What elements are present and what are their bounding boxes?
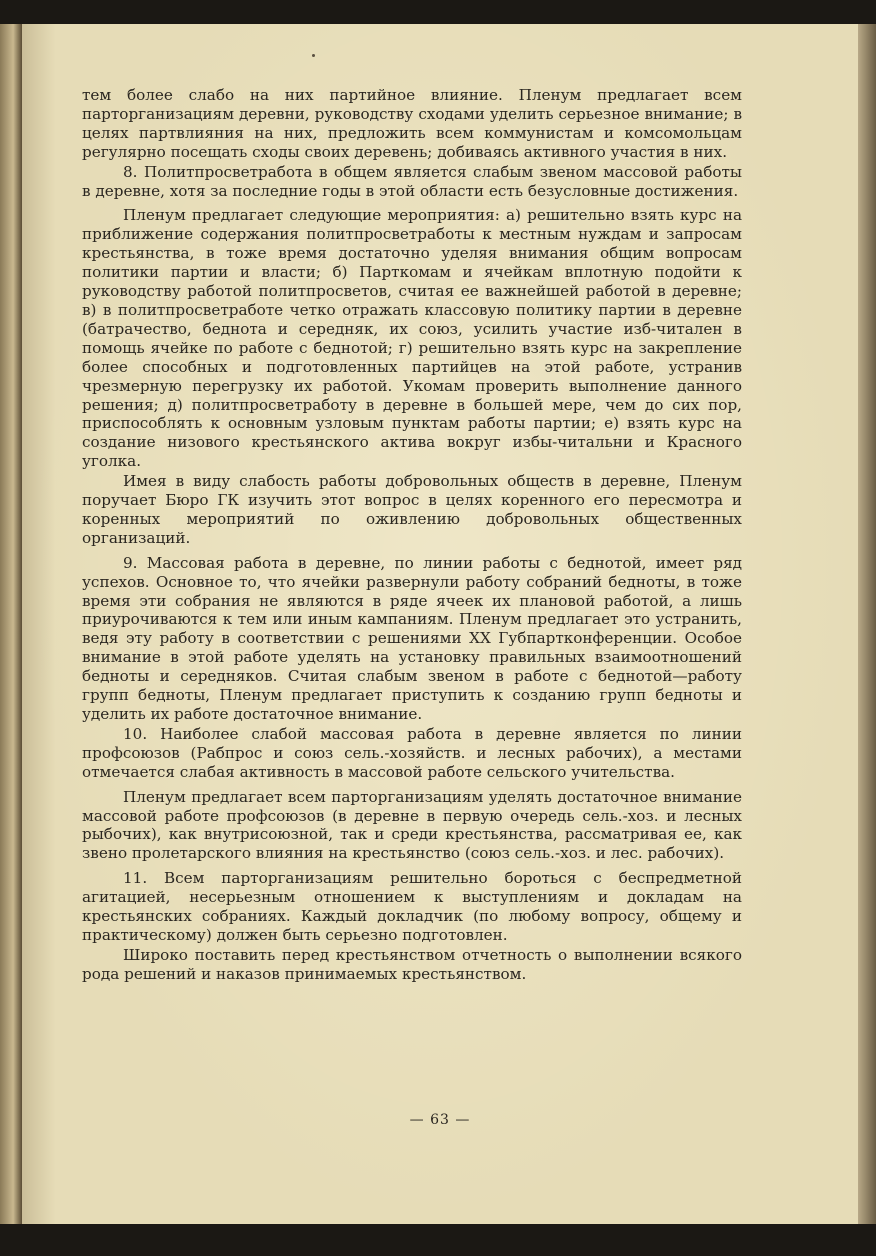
paragraph-section-10: 10. Наиболее слабой массовая работа в деревне является по линии профсоюзов (Рабпрос и союз сель.-хозяйств. и лесных рабочих), а местами отмечается слабая активность в массовой работе сельского учительства. [82, 724, 742, 781]
paragraph-continuation: тем более слабо на них партийное влияние. Пленум предлагает всем парторганизациям деревни, руководству сходами уделить серьезное внимание; в целях партвлияния на них, предложить всем коммунистам и комсомольцам регулярно посещать сходы своих деревень; добиваясь активного участия в них. [82, 86, 742, 161]
page-right-edge [858, 24, 876, 1224]
print-speck [312, 54, 315, 57]
paragraph-measures: Пленум предлагает следующие мероприятия: а) решительно взять курс на приближение содержания политпросветработы к местным нуждам и запросам крестьянства, в тоже время достаточно уделяя внимания общим вопросам политики партии и власти; б) Парткомам и ячейкам вплотную подойти к руководству работой политпросветов, считая ее важнейшей работой в деревне; в) в политпросветработе четко отражать классовую политику партии в деревне (батрачество, беднота и середняк, их союз, усилить участие изб-читален в помощь ячейке по работе с беднотой; г) решительно взять курс на закрепление более способных и подготовленных партийцев на этой работе, устранив чрезмерную перегрузку их работой. Укомам проверить выполнение данного решения; д) политпросветработу в деревне в большей мере, чем до сих пор, приспособлять к основным узловым пунктам работы партии; е) взять курс на создание низового крестьянского актива вокруг избы-читальни и Красного уголка. [82, 206, 742, 471]
paragraph-section-9: 9. Массовая работа в деревне, по линии работы с беднотой, имеет ряд успехов. Основное то, что ячейки развернули работу собраний бедноты, в тоже время эти собрания не являются в ряде ячеек их плановой работой, а лишь приурочиваются к тем или иным кампаниям. Пленум предлагает это устранить, ведя эту работу в соответствии с решениями XX Губпартконференции. Особое внимание в этой работе уделять на установку правильных взаимоотношений бедноты и середняков. Считая слабым звеном в работе с беднотой—работу групп бедноты, Пленум предлагает приступить к созданию групп бедноты и уделить их работе достаточное внимание. [82, 553, 742, 723]
book-page [22, 24, 858, 1224]
paragraph-section-8: 8. Политпросветработа в общем является слабым звеном массовой работы в деревне, хотя за последние годы в этой области есть безусловные достижения. [82, 162, 742, 200]
paragraph-section-11: 11. Всем парторганизациям решительно бороться с беспредметной агитацией, несерьезным отношением к выступлениям и докладам на крестьянских собраниях. Каждый докладчик (по любому вопросу, общему и практическому) должен быть серьезно подготовлен. [82, 869, 742, 944]
adjacent-page-edge [0, 24, 22, 1224]
paragraph-reporting: Широко поставить перед крестьянством отчетность о выполнении всякого рода решений и наказов принимаемых крестьянством. [82, 945, 742, 983]
page-number: — 63 — [409, 1112, 471, 1128]
paragraph-trade-unions: Пленум предлагает всем парторганизациям уделять достаточное внимание массовой работе профсоюзов (в деревне в первую очередь сель.-хоз. и лесных рыбочих), как внутрисоюзной, так и среди крестьянства, рассматривая ее, как звено пролетарского влияния на крестьянство (союз сель.-хоз. и лес. рабочих). [82, 787, 742, 863]
paragraph-voluntary-societies: Имея в виду слабость работы добровольных обществ в деревне, Пленум поручает Бюро ГК изучить этот вопрос в целях коренного его пересмотра и коренных мероприятий по оживлению добровольных общественных организаций. [82, 472, 742, 547]
page-body-text [82, 86, 742, 984]
